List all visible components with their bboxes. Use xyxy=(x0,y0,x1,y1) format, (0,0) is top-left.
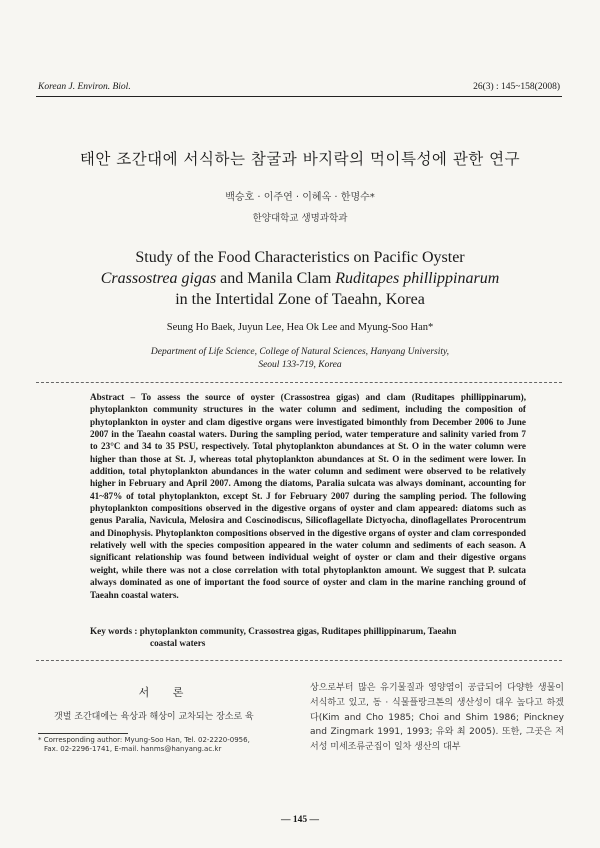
species-clam: Ruditapes phillippinarum xyxy=(335,270,500,287)
column-2-text: 상으로부터 많은 유기물질과 영양염이 공급되어 다양한 생물이 서식하고 있고, 동 · 식물플랑크톤의 생산성이 대우 높다고 하겠다(Kim and Cho 1985; Choi and Shim 1986; Pinckney and Zingmark 1991, 1993; 유와 최 2005). 또한, 그곳은 저서성 미세조류군집이 일차 생산의 대부 xyxy=(310,683,564,753)
footnote-line-2: Fax. 02-2296-1741, E-mail. hanms@hanyang.ac.kr xyxy=(44,745,222,753)
title-line-2-mid: and Manila Clam xyxy=(216,270,336,287)
intro-first-line: 갯벌 조간대에는 육상과 해상이 교차되는 장소로 육 xyxy=(54,712,254,722)
affiliation-line-2: Seoul 133-719, Korea xyxy=(258,360,342,370)
english-authors: Seung Ho Baek, Juyun Lee, Hea Ok Lee and Myung-Soo Han* xyxy=(166,322,434,333)
keywords-cont: coastal waters xyxy=(150,638,206,648)
header-rule xyxy=(36,96,562,97)
title-line-1: Study of the Food Characteristics on Pacific Oyster xyxy=(135,249,465,266)
abstract-label: Abstract xyxy=(90,392,125,402)
english-title xyxy=(0,247,600,310)
keywords-text: phytoplankton community, Crassostrea gigas, Ruditapes phillippinarum, Taeahn xyxy=(137,626,457,636)
abstract xyxy=(90,391,526,601)
keywords xyxy=(90,625,526,649)
citation: 26(3) : 145~158(2008) xyxy=(473,82,560,92)
species-oyster: Crassostrea gigas xyxy=(100,270,217,287)
korean-affiliation: 한양대학교 생명과학과 xyxy=(252,213,348,224)
section-heading: 서 론 xyxy=(138,686,194,699)
footnote-line-1: * Corresponding author: Myung-Soo Han, Tel. 02-2220-0956, xyxy=(38,736,250,744)
korean-authors: 백승호 · 이주연 · 이혜옥 · 한명수* xyxy=(225,192,375,203)
affiliation-line-1: Department of Life Science, College of Natural Sciences, Hanyang University, xyxy=(150,347,450,357)
english-affiliation xyxy=(0,346,600,372)
footnote-rule xyxy=(38,733,128,734)
page-number: — 145 — xyxy=(281,815,319,825)
keywords-label: Key words : xyxy=(90,626,138,636)
journal-name: Korean J. Environ. Biol. xyxy=(38,82,131,92)
korean-title: 태안 조간대에 서식하는 참굴과 바지락의 먹이특성에 관한 연구 xyxy=(79,150,521,168)
divider-top xyxy=(36,382,562,383)
title-line-2 xyxy=(0,268,600,289)
divider-bottom xyxy=(36,660,562,661)
footnote xyxy=(38,736,298,754)
title-line-3: in the Intertidal Zone of Taeahn, Korea xyxy=(175,291,425,308)
abstract-text: – To assess the source of oyster (Crassostrea gigas) and clam (Ruditapes phillippinarum), phytoplankton community structures in the water column and sediment, including the composition of phytoplankton in oyster and clam digestive organs were investigated bimonthly from December 2006 to June 2007 in the Taeahn coastal waters. During the sampling period, water temperature and salinity varied from 7 to 23°C and 34 to 35 PSU, respectively. Total phytoplankton abundances at St. O in the water column were higher than those at St. J, whereas total phytoplankton abundances at St. O in the sediment were lower. In addition, total phytoplankton abundances in the water column and sediment were observed to be relatively higher in February and April 2007. Among the diatoms, Paralia sulcata was always dominant, accounting for 41~87% of total phytoplankton, except St. J for February 2007 during the sampling period. The following phytoplankton compositions observed in the digestive organs of oyster and clam appeared: diatoms such as genus Paralia, Navicula, Melosira and Coscinodiscus, Silicoflagellate Dictyocha, dinoflagellates Prorocentrum and Dinophysis. Phytoplankton compositions observed in the digestive organs of oyster and clam corresponded relatively well with the species composition appeared in the water column and sediments of each season. A significant relationship was found between individual weight of oyster or clam and their digestive organs weight, while there was not a close correlation with total phytoplankton amount. We suggest that P. sulcata always dominated as one of important the food source of oyster and clam in the marine ranching ground of Taeahn coastal waters. xyxy=(90,392,526,600)
